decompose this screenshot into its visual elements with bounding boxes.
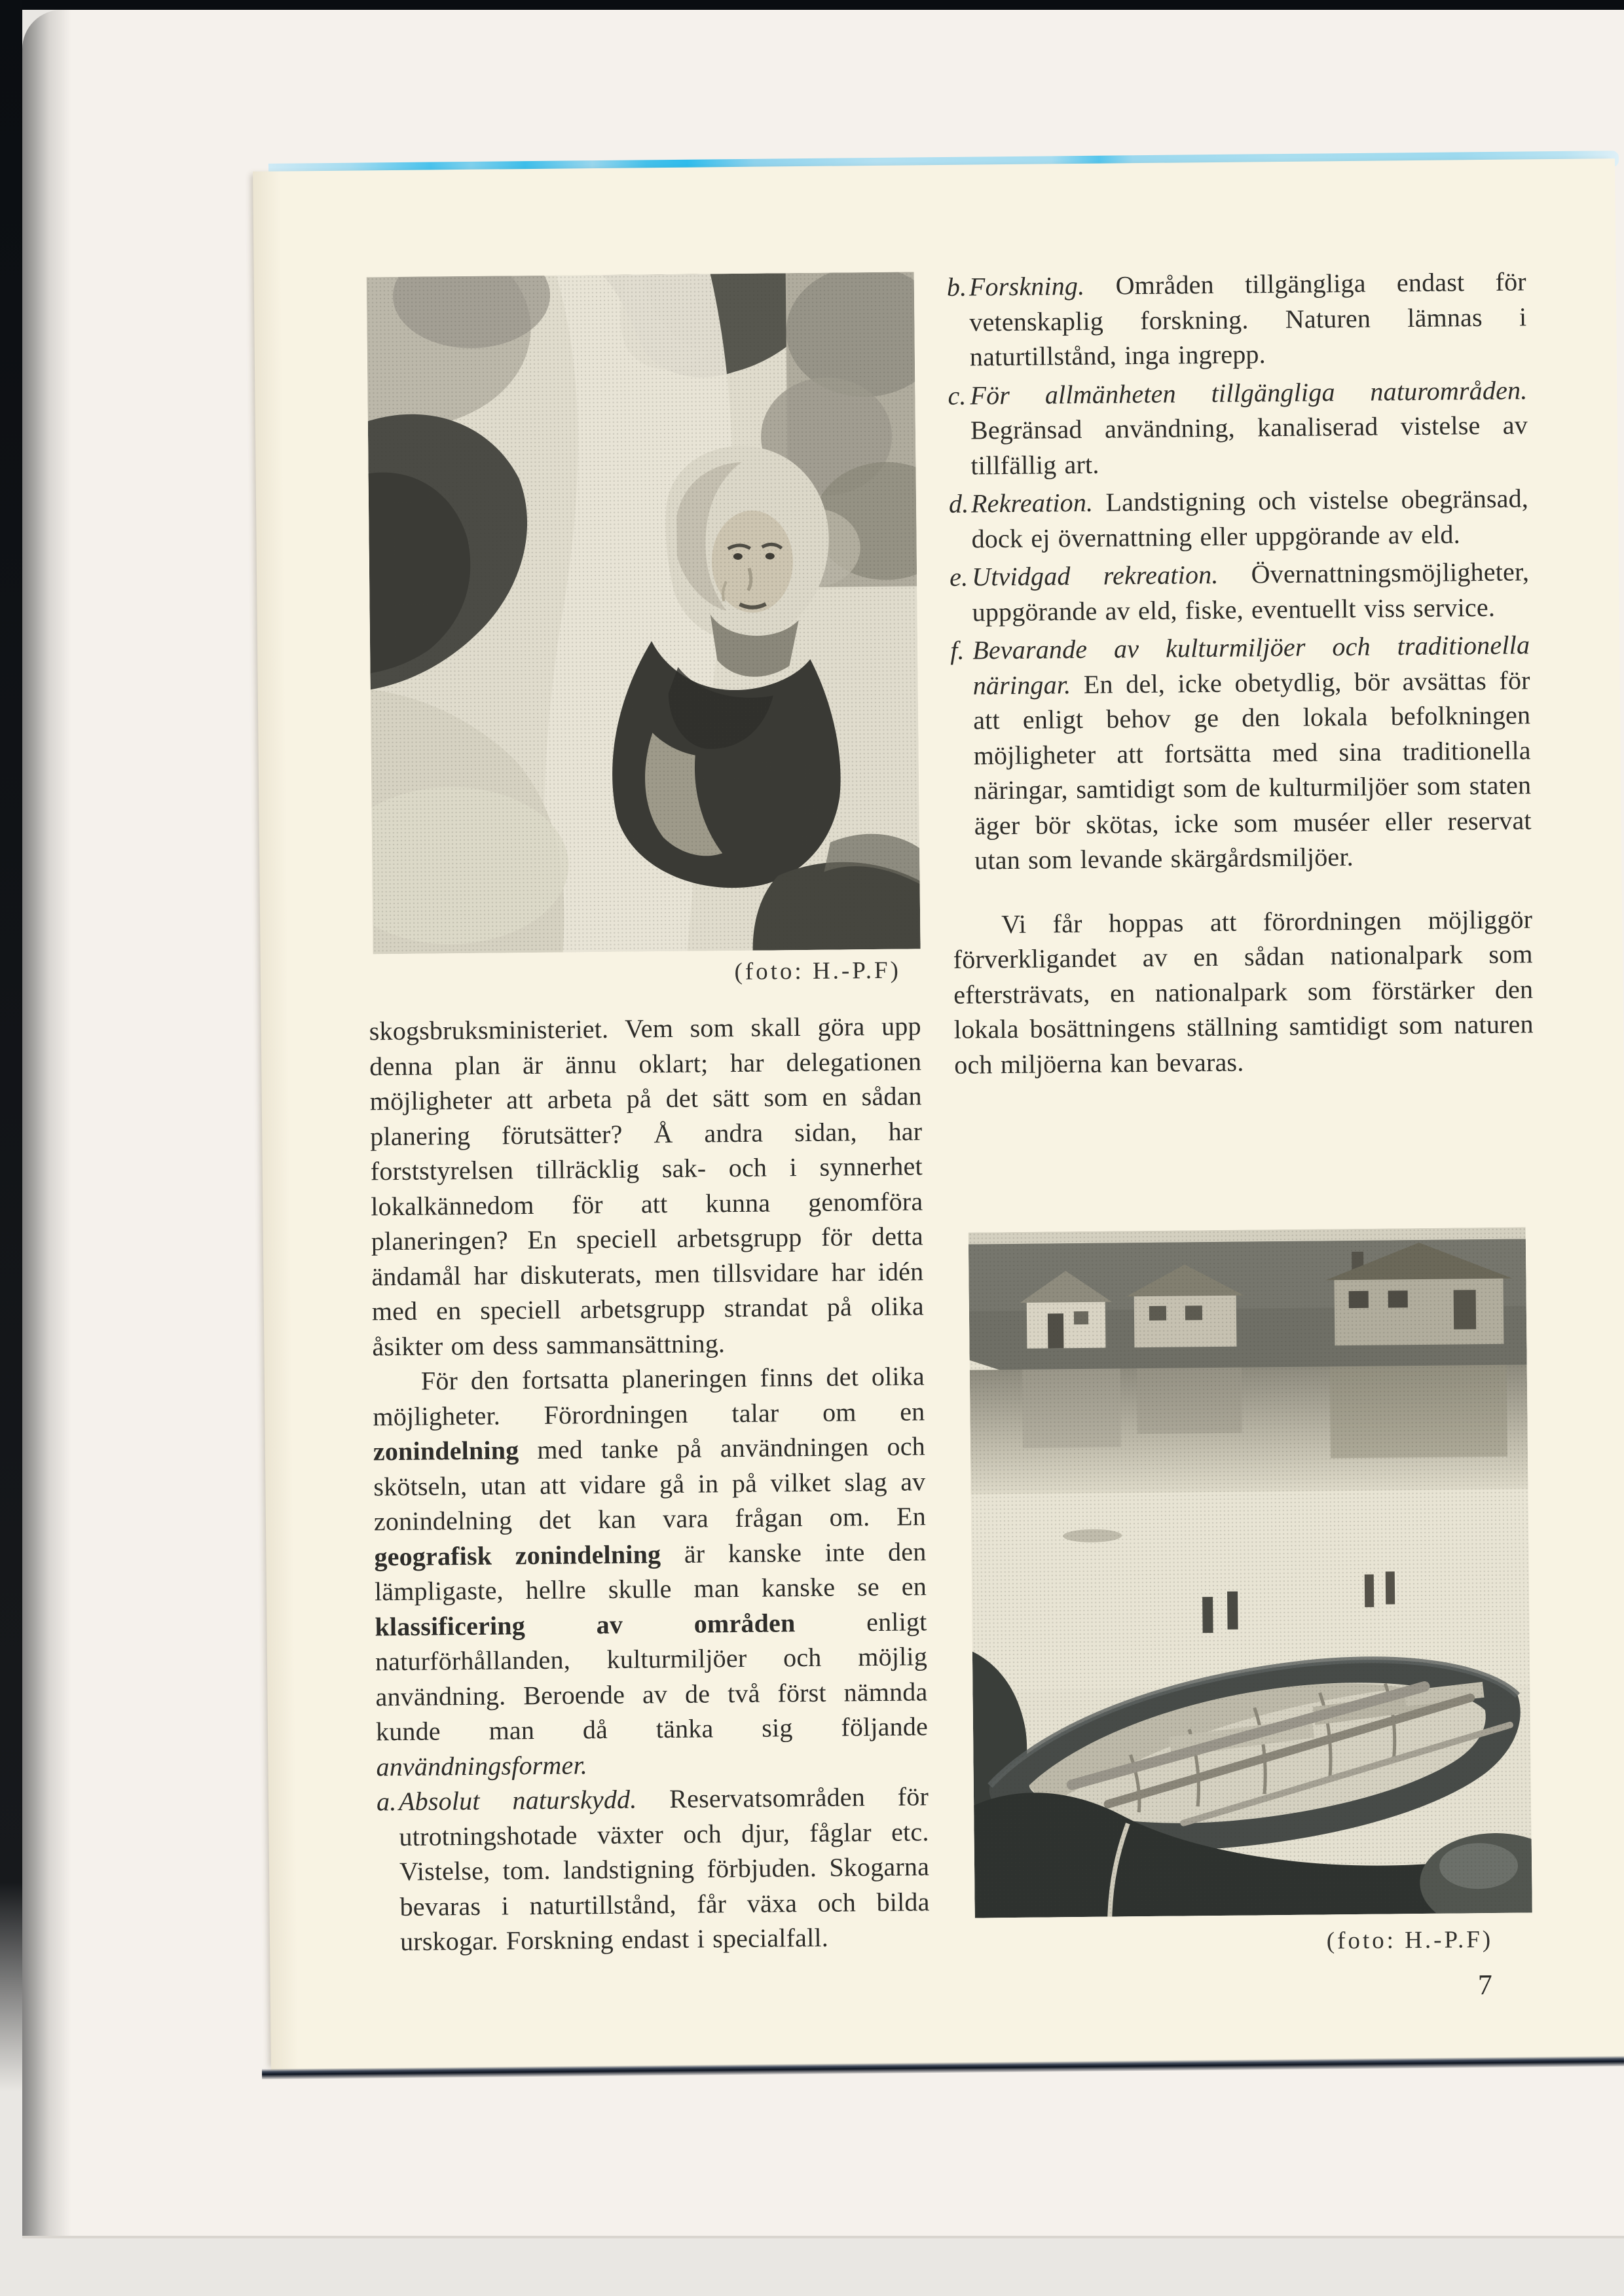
right-closing-paragraph: Vi får hoppas att förordningen möjliggör förverkligandet av en sådan nationalpark som eftersträvats, en nationalpark som förstärker den lokala bosättningens ställning samtidigt som naturen och miljöerna kan bevaras. (953, 903, 1534, 1080)
p2-run2-bold: zonindelning (373, 1435, 519, 1467)
p2-run5: är kanske inte den lämpligaste, hellre skulle man kanske se en (374, 1536, 927, 1607)
list-item-b (947, 264, 1528, 374)
p2-run7: enligt naturförhållanden, kulturmiljöer och möjlig användning. Beroende av de två först nämnda kunde man då tänka sig följande (375, 1606, 929, 1747)
list-item-d-text: Landstigning och vistelse obegränsad, dock ej övernattning eller uppgörande av eld. (971, 483, 1529, 554)
p2-run4-bold: geografisk zonindelning (374, 1539, 661, 1571)
p2-run3: med tanke på användningen och skötseln, utan att vidare gå in på vilket slag av zonindelning det kan vara frågan om. En (373, 1431, 927, 1537)
top-photo-caption (373, 957, 901, 990)
list-item-d-letter: d. (948, 488, 969, 519)
p2-run6-bold: klassificering av områden (375, 1607, 796, 1641)
list-item-f-text: En del, icke obetydlig, bör avsättas för att enligt behov ge den lokala befolkningen möjligheter att fortsätta med sina traditionella näringar, samtidigt som de kulturmiljöer som staten äger bör skötas, icke som muséer eller reservat utan som levande skärgårdsmiljöer. (973, 665, 1532, 875)
list-item-a-text: Reservatsområden för utrotningshotade växter och djur, fåglar etc. Vistelse, tom. landstigning förbjuden. Skogarna bevaras i naturtillstånd, får växa och bilda urskogar. Forskning endast i specialfall. (399, 1781, 930, 1957)
list-item-c-term: För allmänheten tillgängliga naturområden. (970, 374, 1528, 410)
list-item-a (377, 1779, 931, 1959)
list-item-a-letter: a. (376, 1787, 397, 1817)
list-item-d-term: Rekreation. (970, 487, 1094, 519)
cover-left-edge-shadow (22, 10, 71, 2236)
list-item-b-term: Forskning. (969, 270, 1085, 302)
top-photo-old-woman (367, 272, 921, 954)
list-item-e-letter: e. (949, 562, 969, 592)
list-item-b-letter: b. (946, 272, 967, 302)
list-item-e-text: Övernattningsmöjligheter, uppgörande av eld, fiske, eventuellt viss service. (972, 556, 1530, 627)
right-column (947, 264, 1534, 1082)
page-number-text: 7 (1477, 1969, 1493, 2001)
list-item-f (950, 627, 1532, 878)
list-item-f-term: Bevarande av kulturmiljöer och traditionella näringar. (972, 630, 1530, 701)
list-item-c (948, 373, 1528, 483)
bottom-photo-caption (975, 1925, 1493, 1959)
bottom-photo-caption-text: (foto: H.-P.F) (1326, 1925, 1494, 1955)
list-item-c-letter: c. (948, 380, 967, 410)
list-item-f-letter: f. (950, 635, 965, 665)
list-item-e-term: Utvidgad rekreation. (971, 559, 1219, 592)
left-paragraph-1: skogsbruksministeriet. Vem som skall göra upp denna plan är ännu oklart; har delegationen möjligheter att arbeta på det sätt som en sådan planering förutsätter? Å andra sidan, har forststyrelsen tillräcklig sak- och i synnerhet lokalkännedom för att kunna genomföra planeringen? En speciell arbetsgrupp för detta ändamål har diskuterats, men tillsvidare har idén med en speciell arbetsgrupp strandat på olika åsikter om dess sammansättning. (369, 1011, 925, 1361)
p2-run1: För den fortsatta planeringen finns det olika möjligheter. Förordningen talar om en (373, 1361, 925, 1431)
list-item-d (949, 481, 1529, 556)
scanner-background-top (0, 0, 1624, 10)
top-photo-caption-text: (foto: H.-P.F) (734, 957, 902, 986)
p2-run8-italic: användningsformer. (376, 1749, 588, 1781)
page-number (1443, 1967, 1528, 2001)
page (253, 158, 1624, 2070)
left-paragraph-2 (373, 1358, 929, 1784)
list-item-c-text: Begränsad användning, kanaliserad vistelse av tillfällig art. (970, 410, 1528, 481)
scanner-background-left (0, 0, 22, 2092)
list-item-a-term: Absolut naturskydd. (398, 1784, 637, 1817)
list-item-b-text: Områden tillgängliga endast för vetenskaplig forskning. Naturen lämnas i naturtillstånd, inga ingrepp. (969, 266, 1527, 372)
bottom-photo-rowboat (969, 1227, 1532, 1918)
left-column (369, 1008, 930, 1963)
top-photo-illustration (367, 272, 921, 954)
list-item-e (950, 554, 1530, 629)
bottom-photo-illustration (969, 1227, 1532, 1918)
